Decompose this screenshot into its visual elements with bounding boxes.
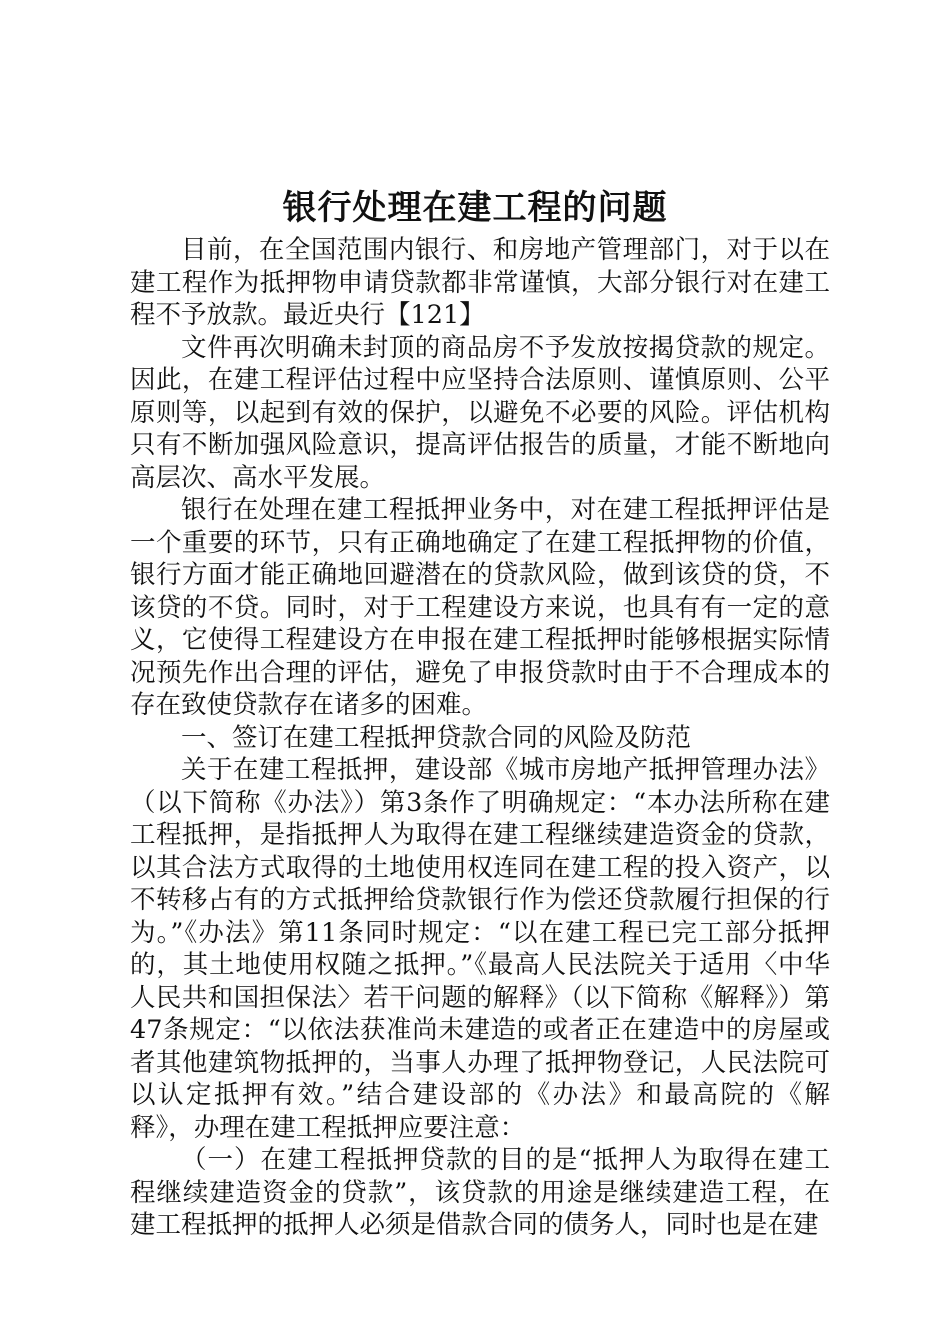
paragraph: 关于在建工程抵押，建设部《城市房地产抵押管理办法》（以下简称《办法》）第3条作了明确规定：“本办法所称在建工程抵押，是指抵押人为取得在建工程继续建造资金的贷款，以其合法方式取得的土地使用权连同在建工程的投入资产，以不转移占有的方式抵押给贷款银行作为偿还贷款履行担保的行为。”《办法》第11条同时规定：“以在建工程已完工部分抵押的，其土地使用权随之抵押。”《最高人民法院关于适用〈中华人民共和国担保法〉若干问题的解释》（以下简称《解释》）第47条规定：“以依法获准尚未建造的或者正在建造中的房屋或者其他建筑物抵押的，当事人办理了抵押物登记，人民法院可以认定抵押有效。”结合建设部的《办法》和最高院的《解释》，办理在建工程抵押应要注意： (130, 755, 830, 1143)
section-heading: 一、签订在建工程抵押贷款合同的风险及防范 (181, 722, 692, 753)
document-title: 银行处理在建工程的问题 (282, 188, 668, 228)
paragraph: 目前，在全国范围内银行、和房地产管理部门，对于以在建工程作为抵押物申请贷款都非常谨慎，大部分银行对在建工程不予放款。最近央行【121】 (130, 235, 830, 330)
paragraph: （一）在建工程抵押贷款的目的是“抵押人为取得在建工程继续建造资金的贷款”，该贷款的用途是继续建造工程，在建工程抵押的抵押人必须是借款合同的债务人，同时也是在建 (130, 1145, 830, 1240)
paragraph: 银行在处理在建工程抵押业务中，对在建工程抵押评估是一个重要的环节，只有正确地确定了在建工程抵押物的价值，银行方面才能正确地回避潜在的贷款风险，做到该贷的贷，不该贷的不贷。同时，对于工程建设方来说，也具有有一定的意义，它使得工程建设方在申报在建工程抵押时能够根据实际情况预先作出合理的评估，避免了申报贷款时由于不合理成本的存在致使贷款存在诸多的困难。 (130, 495, 830, 720)
paragraph: 文件再次明确未封顶的商品房不予发放按揭贷款的规定。因此，在建工程评估过程中应坚持合法原则、谨慎原则、公平原则等，以起到有效的保护，以避免不必要的风险。评估机构只有不断加强风险意识，提高评估报告的质量，才能不断地向高层次、高水平发展。 (130, 332, 830, 493)
document-body (130, 234, 830, 1242)
